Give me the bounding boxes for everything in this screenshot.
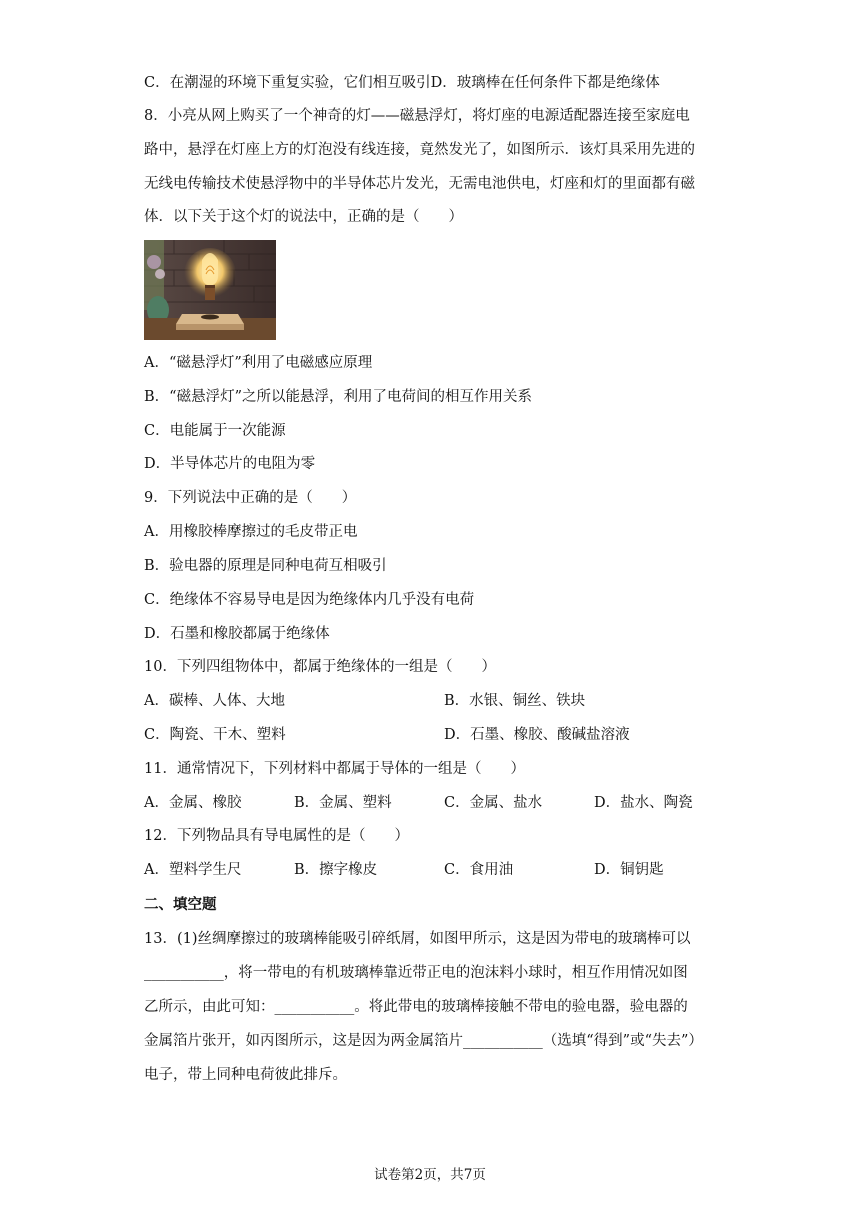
q11-stem: 11．通常情况下，下列材料中都属于导体的一组是（ ） bbox=[144, 761, 525, 777]
q12-option-c: C．食用油 bbox=[444, 862, 514, 878]
q11-option-a: A．金属、橡胶 bbox=[144, 795, 242, 811]
q12-option-a: A．塑料学生尺 bbox=[144, 862, 242, 878]
q13-line-3: 乙所示，由此可知：___________。将此带电的玻璃棒接触不带电的验电器，验电器的 bbox=[144, 999, 688, 1015]
q9-option-b: B．验电器的原理是同种电荷互相吸引 bbox=[144, 558, 387, 574]
page-footer: 试卷第2页，共7页 bbox=[374, 1167, 486, 1183]
q13-line-5: 电子，带上同种电荷彼此排斥。 bbox=[144, 1067, 347, 1083]
q10-stem: 10．下列四组物体中，都属于绝缘体的一组是（ ） bbox=[144, 659, 496, 675]
q9-option-c: C．绝缘体不容易导电是因为绝缘体内几乎没有电荷 bbox=[144, 592, 475, 608]
q11-option-b: B．金属、塑料 bbox=[294, 795, 392, 811]
q10-option-b: B．水银、铜丝、铁块 bbox=[444, 693, 586, 709]
q9-stem: 9．下列说法中正确的是（ ） bbox=[144, 490, 357, 506]
q10-option-c: C．陶瓷、干木、塑料 bbox=[144, 727, 286, 743]
q8-option-b: B．“磁悬浮灯”之所以能悬浮，利用了电荷间的相互作用关系 bbox=[144, 389, 532, 405]
q11-option-d: D．盐水、陶瓷 bbox=[594, 795, 693, 811]
q8-stem-line-3: 无线电传输技术使悬浮物中的半导体芯片发光，无需电池供电，灯座和灯的里面都有磁 bbox=[144, 176, 695, 192]
q8-option-a: A．“磁悬浮灯”利用了电磁感应原理 bbox=[144, 355, 373, 371]
q7-option-c-d: C．在潮湿的环境下重复实验，它们相互吸引D．玻璃棒在任何条件下都是绝缘体 bbox=[144, 75, 660, 91]
levitating-lamp-photo bbox=[144, 240, 276, 340]
q9-option-d: D．石墨和橡胶都属于绝缘体 bbox=[144, 626, 330, 642]
q10-option-a: A．碳棒、人体、大地 bbox=[144, 693, 285, 709]
q8-stem-line-2: 路中，悬浮在灯座上方的灯泡没有线连接，竟然发光了，如图所示．该灯具采用先进的 bbox=[144, 142, 695, 158]
q13-line-1: 13．(1)丝绸摩擦过的玻璃棒能吸引碎纸屑，如图甲所示，这是因为带电的玻璃棒可以 bbox=[144, 931, 691, 947]
q12-option-d: D．铜钥匙 bbox=[594, 862, 664, 878]
q12-option-b: B．擦字橡皮 bbox=[294, 862, 378, 878]
q11-option-c: C．金属、盐水 bbox=[444, 795, 543, 811]
q8-option-c: C．电能属于一次能源 bbox=[144, 423, 286, 439]
section-title: 二、填空题 bbox=[144, 896, 217, 913]
q8-stem-line-1: 8．小亮从网上购买了一个神奇的灯——磁悬浮灯，将灯座的电源适配器连接至家庭电 bbox=[144, 108, 690, 124]
q13-line-4: 金属箔片张开，如丙图所示，这是因为两金属箔片___________（选填“得到”或“失去”） bbox=[144, 1033, 703, 1049]
q8-option-d: D．半导体芯片的电阻为零 bbox=[144, 456, 316, 472]
q9-option-a: A．用橡胶棒摩擦过的毛皮带正电 bbox=[144, 524, 358, 540]
q12-stem: 12．下列物品具有导电属性的是（ ） bbox=[144, 828, 409, 844]
q10-option-d: D．石墨、橡胶、酸碱盐溶液 bbox=[444, 727, 630, 743]
q8-stem-line-4: 体．以下关于这个灯的说法中，正确的是（ ） bbox=[144, 209, 463, 225]
q13-line-2: ___________，将一带电的有机玻璃棒靠近带正电的泡沫料小球时，相互作用情况如图 bbox=[144, 965, 688, 981]
